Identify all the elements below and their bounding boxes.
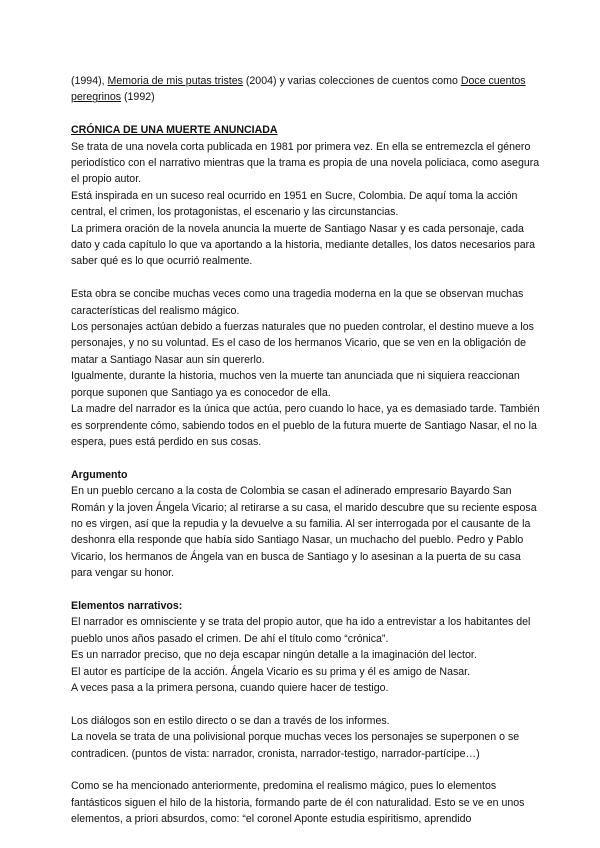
paragraph: A veces pasa a la primera persona, cuando quiere hacer de testigo. bbox=[71, 681, 389, 694]
intro-paragraph bbox=[71, 73, 541, 106]
intro-text-1: (1994), bbox=[71, 75, 108, 87]
paragraph: Igualmente, durante la historia, muchos ven la muerte tan anunciada que ni siquiera reaccionan porque suponen que Santiago ya es conocedor de ella. bbox=[71, 370, 520, 399]
paragraph: La primera oración de la novela anuncia la muerte de Santiago Nasar y es cada personaje, cada dato y cada capítulo lo que va aportando a la historia, mediante detalles, los datos necesarios para saber qué es lo que ocurrió realmente. bbox=[71, 222, 536, 268]
paragraph: Como se ha mencionado anteriormente, predomina el realismo mágico, pues lo elementos fantásticos siguen el hilo de la historia, formando parte de él con naturalidad. Esto se ve en unos elementos, a priori absurdos, como: “el coronel Aponte estudia espiritismo, aprendido bbox=[71, 780, 525, 826]
paragraph: La novela se trata de una polivisional porque muchas veces los personajes se superponen o se contradicen. (puntos de vista: narrador, cronista, narrador-testigo, narrador-partícipe…) bbox=[71, 731, 520, 760]
paragraph: Es un narrador preciso, que no deja escapar ningún detalle a la imaginación del lector. bbox=[71, 649, 477, 662]
paragraph: Se trata de una novela corta publicada en 1981 por primera vez. En ella se entremezcla el género periodístico con el narrativo mientras que la trama es propia de una novela policiaca, como asegura el propio autor. bbox=[71, 140, 540, 186]
paragraph: Los personajes actúan debido a fuerzas naturales que no pueden controlar, el destino mueve a los personajes, y no su voluntad. Es el caso de los hermanos Vicario, que se ven en la obligación de matar a Santiago Nasar aun sin quererlo. bbox=[71, 321, 534, 366]
document-body bbox=[71, 73, 541, 828]
section-heading-argumento: Argumento bbox=[71, 468, 128, 481]
paragraph: El narrador es omnisciente y se trata del propio autor, que ha ido a entrevistar a los habitantes del pueblo unos años pasado el crimen. De ahí el título como “crónica”. bbox=[71, 616, 531, 645]
spacer bbox=[71, 696, 541, 712]
intro-text-2: (2004) y varias colecciones de cuentos como bbox=[242, 75, 461, 87]
paragraph: La madre del narrador es la única que actúa, pero cuando lo hace, ya es demasiado tarde. También es sorprendente cómo, sabiendo todos en el pueblo de la futura muerte de Santiago Nasar, el no la espera, pues está perdido en sus cosas. bbox=[71, 403, 540, 448]
spacer bbox=[71, 762, 541, 778]
link-memoria[interactable]: Memoria de mis putas tristes bbox=[107, 75, 243, 87]
section-heading-cronica: CRÓNICA DE UNA MUERTE ANUNCIADA bbox=[71, 124, 278, 137]
paragraph: En un pueblo cercano a la costa de Colombia se casan el adinerado empresario Bayardo San Román y la joven Ángela Vicario; al retirarse a su casa, el marido descubre que su reciente esposa no es virgen, así que la repudia y la devuelve a su familia. Al ser interrogada por el causante de la deshonra ella responde que había sido Santiago Nasar, un muchacho del pueblo. Pedro y Pablo Vicario, los hermanos de Ángela van en busca de Santiago y lo asesinan a la puerta de su casa para vengar su honor. bbox=[71, 485, 537, 580]
paragraph: Está inspirada en un suceso real ocurrido en 1951 en Sucre, Colombia. De aquí toma la acción central, el crimen, los protagonistas, el escenario y las circunstancias. bbox=[71, 189, 518, 219]
paragraph: El autor es partícipe de la acción. Ángela Vicario es su prima y él es amigo de Nasar. bbox=[71, 665, 471, 678]
intro-text-3: (1992) bbox=[121, 91, 155, 104]
paragraph: Esta obra se concibe muchas veces como una tragedia moderna en la que se observan muchas características del realismo mágico. bbox=[71, 288, 524, 317]
spacer bbox=[71, 106, 541, 122]
section-heading-elementos: Elementos narrativos: bbox=[71, 599, 183, 612]
spacer bbox=[71, 450, 541, 466]
link-doce-cuentos[interactable]: Doce cuentos peregrinos bbox=[71, 75, 526, 104]
paragraph: Los diálogos son en estilo directo o se dan a través de los informes. bbox=[71, 714, 390, 727]
spacer bbox=[71, 582, 541, 598]
spacer bbox=[71, 270, 541, 286]
